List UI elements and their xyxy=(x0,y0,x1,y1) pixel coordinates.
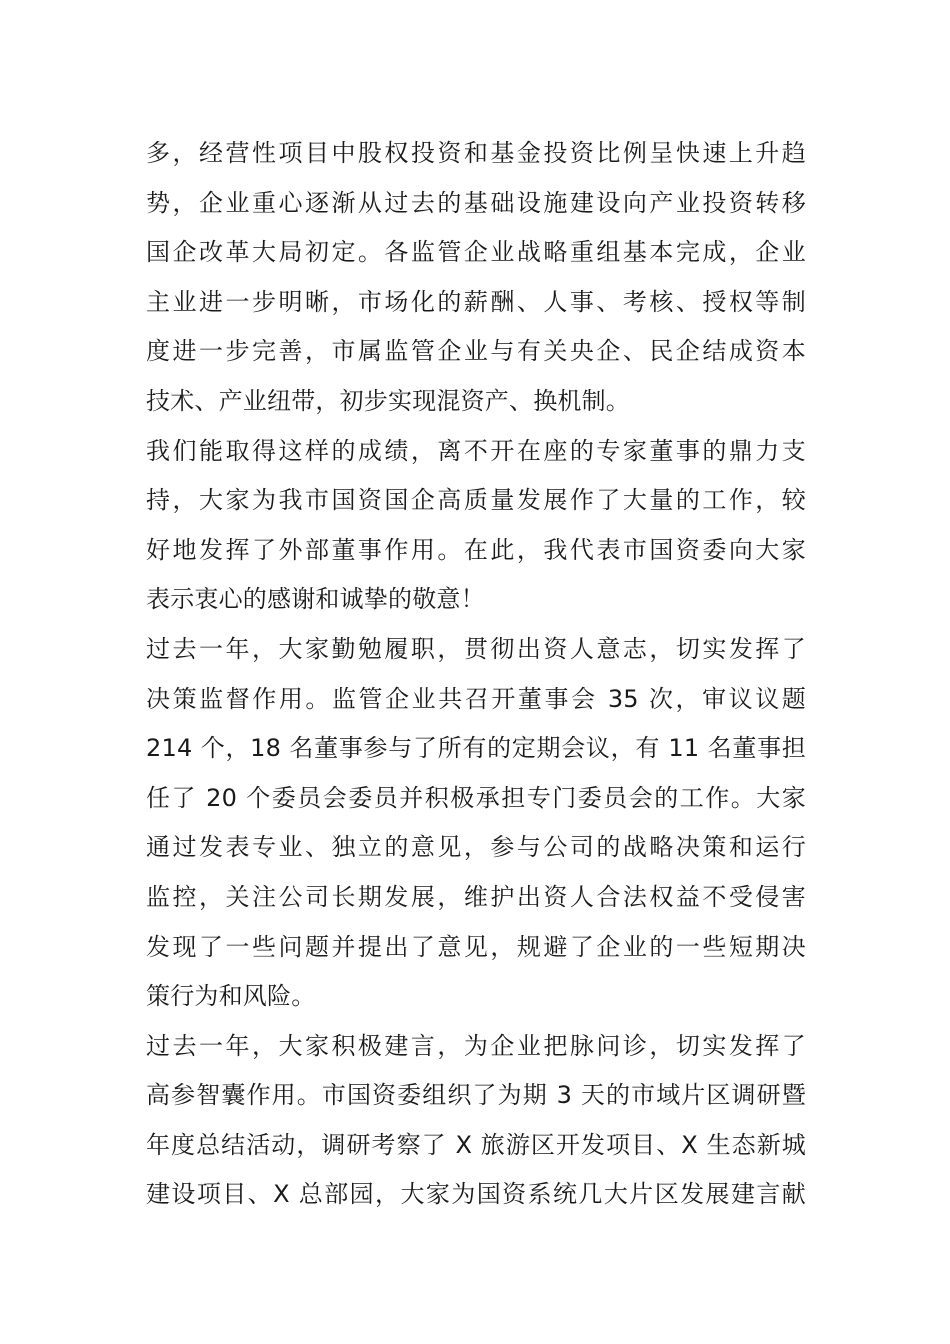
text-line: 决策监督作用。监管企业共召开董事会 35 次，审议议题 xyxy=(146,684,806,713)
text-line: 任了 20 个委员会委员并积极承担专门委员会的工作。大家 xyxy=(146,783,806,812)
text-line: 国企改革大局初定。各监管企业战略重组基本完成，企业 xyxy=(146,238,806,267)
text-line: 214 个，18 名董事参与了所有的定期会议，有 11 名董事担 xyxy=(146,734,806,763)
text-line: 表示衷心的感谢和诚挚的敬意！ xyxy=(146,585,485,614)
text-line: 监控，关注公司长期发展，维护出资人合法权益不受侵害 xyxy=(146,882,806,911)
text-line: 过去一年，大家勤勉履职，贯彻出资人意志，切实发挥了 xyxy=(146,634,806,663)
text-line: 技术、产业纽带，初步实现混资产、换机制。 xyxy=(146,386,630,415)
body-text xyxy=(146,129,806,1220)
text-line: 通过发表专业、独立的意见，参与公司的战略决策和运行 xyxy=(146,833,806,862)
text-line: 高参智囊作用。市国资委组织了为期 3 天的市域片区调研暨 xyxy=(146,1081,806,1110)
text-line: 势，企业重心逐渐从过去的基础设施建设向产业投资转移 xyxy=(146,188,806,217)
text-line: 主业进一步明晰，市场化的薪酬、人事、考核、授权等制 xyxy=(146,287,806,316)
text-line: 度进一步完善，市属监管企业与有关央企、民企结成资本 xyxy=(146,337,806,366)
text-line: 发现了一些问题并提出了意见，规避了企业的一些短期决 xyxy=(146,932,806,961)
text-line: 建设项目、X 总部园，大家为国资系统几大片区发展建言献 xyxy=(146,1180,806,1209)
text-line: 好地发挥了外部董事作用。在此，我代表市国资委向大家 xyxy=(146,535,806,564)
text-line: 持，大家为我市国资国企高质量发展作了大量的工作，较 xyxy=(146,486,806,515)
text-line: 策行为和风险。 xyxy=(146,982,316,1011)
text-line: 过去一年，大家积极建言，为企业把脉问诊，切实发挥了 xyxy=(146,1031,806,1060)
text-line: 我们能取得这样的成绩，离不开在座的专家董事的鼎力支 xyxy=(146,436,806,465)
text-line: 多，经营性项目中股权投资和基金投资比例呈快速上升趋 xyxy=(146,139,806,167)
text-line: 年度总结活动，调研考察了 X 旅游区开发项目、X 生态新城 xyxy=(146,1130,806,1159)
